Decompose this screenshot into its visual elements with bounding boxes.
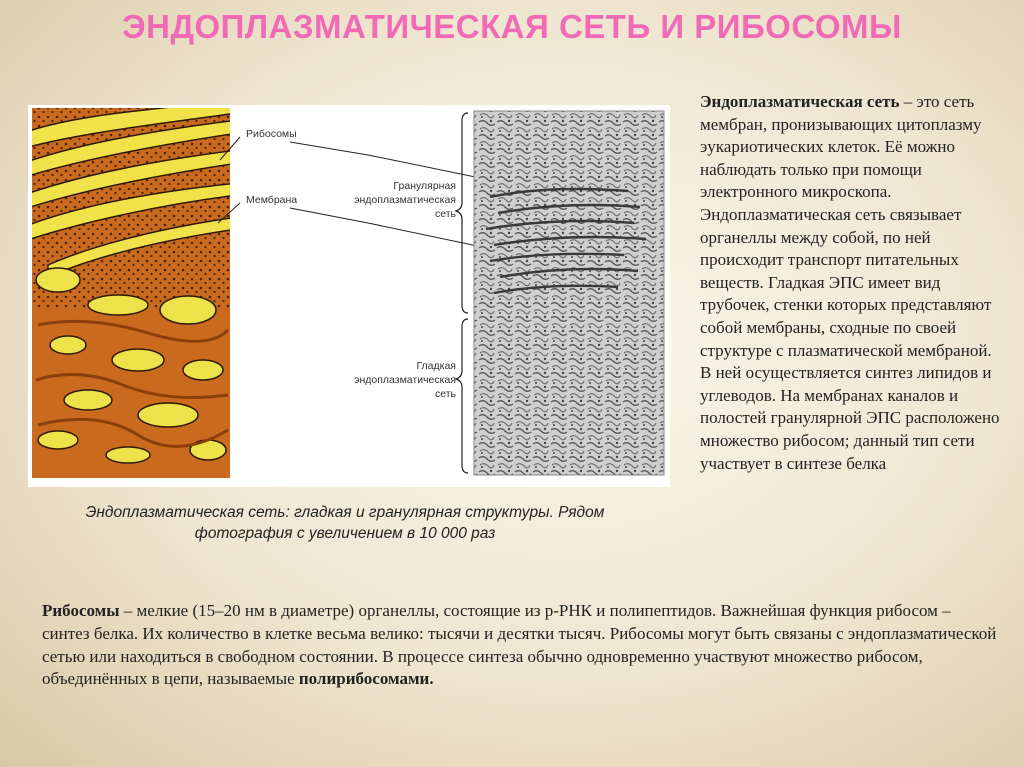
section-braces: [456, 113, 468, 473]
er-figure: [28, 105, 670, 487]
label-smooth-2: эндоплазматическая: [354, 374, 456, 386]
ribosome-description: [42, 600, 997, 691]
er-illustration: [28, 105, 238, 478]
label-granular-2: эндоплазматическая: [354, 194, 456, 206]
polyribosome-term: полирибосомами.: [298, 669, 434, 689]
ribosome-body: – мелкие (15–20 нм в диаметре) органеллы, состоящие из р-РНК и полипептидов. Важнейшая функция рибосом – синтез белка. Их количество в клетке весьма велико: тысячи и десятки тысяч. Рибосомы могут быть связаны с эндоплазматической сетью или находиться в свободном состоянии. В процессе синтеза обычно одновременно участвуют множество рибосом, объединённых в цепи, называемые: [42, 601, 997, 689]
er-body: – это сеть мембран, пронизывающих цитоплазму эукариотических клеток. Её можно наблюдать только при помощи электронного микроскопа. Эндоплазматическая сеть связывает органеллы между собой, по ней происходит транспорт питательных веществ. Гладкая ЭПС имеет вид трубочек, стенки которых представляют собой мембраны, сходные по своей структуре с плазматической мембраной. В ней осуществляется синтез липидов и углеводов. На мембранах каналов и полостей гранулярной ЭПС расположено множество рибосом; данный тип сети участвует в синтезе белка: [700, 92, 1000, 473]
label-smooth-3: сеть: [434, 388, 456, 400]
label-granular-1: Гранулярная: [393, 180, 456, 192]
label-smooth-1: Гладкая: [416, 360, 456, 372]
label-granular-3: сеть: [434, 208, 456, 220]
slide-title: ЭНДОПЛАЗМАТИЧЕСКАЯ СЕТЬ И РИБОСОМЫ: [122, 8, 902, 45]
figure-caption: [40, 502, 650, 544]
er-term: Эндоплазматическая сеть: [700, 92, 900, 111]
label-ribosomes: Рибосомы: [246, 128, 297, 140]
er-description: [700, 91, 1000, 475]
micrograph-photo: [474, 111, 664, 475]
label-membrane: Мембрана: [246, 194, 298, 206]
caption-line-2: фотография с увеличением в 10 000 раз: [194, 525, 496, 542]
caption-line-1: Эндоплазматическая сеть: гладкая и гранулярная структуры. Рядом: [85, 504, 605, 521]
ribosome-term: Рибосомы: [42, 601, 120, 620]
